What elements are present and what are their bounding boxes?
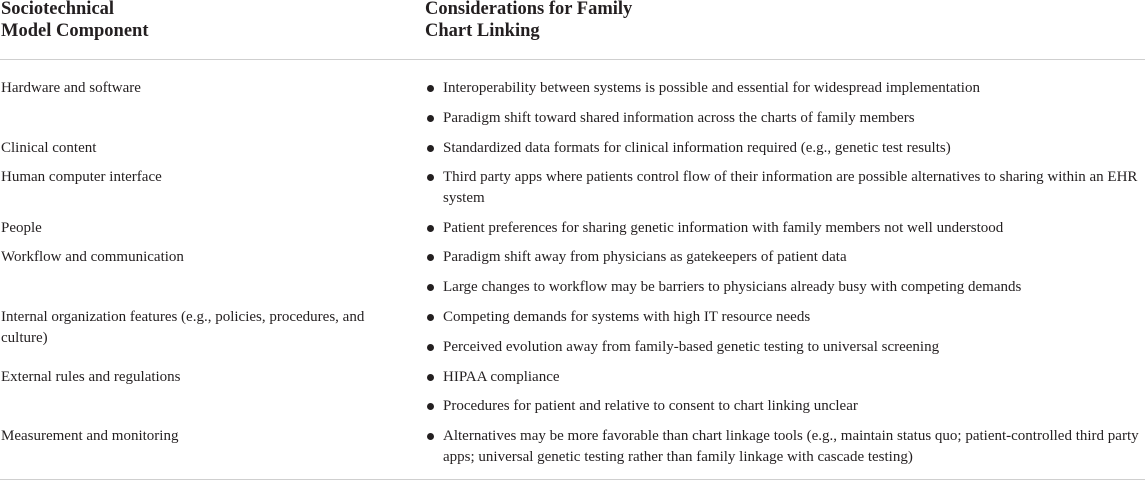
bullet-item: [424, 367, 1145, 397]
bullet-text: Paradigm shift away from physicians as gatekeepers of patient data: [443, 249, 847, 266]
header-considerations-line-1: Considerations for Family: [425, 0, 633, 19]
bullet-text: Large changes to workflow may be barriers to physicians already busy with competing demands: [443, 279, 1022, 296]
bullet-dot-icon: [427, 433, 434, 440]
bullet-dot-icon: [427, 85, 434, 92]
considerations-cell: [0, 218, 1145, 248]
bullet-dot-icon: [427, 374, 434, 381]
component-label: Workflow and communication: [1, 249, 184, 266]
bullet-item: [424, 108, 1145, 138]
bullet-dot-icon: [427, 174, 434, 181]
table-row: [0, 167, 1145, 217]
bullet-dot-icon: [427, 115, 434, 122]
table-row: [0, 426, 1145, 476]
component-label: Internal organization features (e.g., policies, procedures, and culture): [1, 309, 365, 346]
header-considerations-line-2: Chart Linking: [425, 21, 540, 41]
bullet-dot-icon: [427, 344, 434, 351]
bullet-dot-icon: [427, 145, 434, 152]
header-component-line-1: Sociotechnical: [1, 0, 115, 19]
bullet-dot-icon: [427, 403, 434, 410]
header-component-line-2: Model Component: [1, 21, 149, 41]
bullet-item: [424, 78, 1145, 108]
component-label: External rules and regulations: [1, 368, 181, 385]
bullet-item: [424, 396, 1145, 426]
bullet-text: HIPAA compliance: [443, 368, 560, 385]
bullet-text: Procedures for patient and relative to consent to chart linking unclear: [443, 398, 858, 415]
table-row: [0, 218, 1145, 248]
bullet-item: [424, 337, 1145, 367]
bullet-dot-icon: [427, 225, 434, 232]
considerations-cell: [0, 138, 1145, 168]
bullet-text: Alternatives may be more favorable than chart linkage tools (e.g., maintain status quo; patient-controlled third party apps; universal genetic testing rather than family linkage with cascade testing): [443, 428, 1139, 465]
table-body: [0, 78, 1145, 477]
considerations-cell: [0, 367, 1145, 427]
component-label: People: [1, 219, 42, 236]
bullet-text: Paradigm shift toward shared information across the charts of family members: [443, 109, 915, 126]
header-divider: [0, 59, 1145, 60]
table-row: [0, 247, 1145, 307]
bullet-item: [424, 307, 1145, 337]
bullet-item: [424, 218, 1145, 248]
bullet-text: Interoperability between systems is possible and essential for widespread implementation: [443, 80, 980, 96]
bullet-dot-icon: [427, 314, 434, 321]
table-row: [0, 138, 1145, 168]
bullet-dot-icon: [427, 254, 434, 261]
bullet-text: Competing demands for systems with high IT resource needs: [443, 309, 811, 326]
component-label: Human computer interface: [1, 169, 162, 186]
component-label: Measurement and monitoring: [1, 428, 179, 445]
bullet-text: Perceived evolution away from family-based genetic testing to universal screening: [443, 338, 940, 355]
bullet-text: Patient preferences for sharing genetic information with family members not well understood: [443, 219, 1004, 236]
component-label: Clinical content: [1, 139, 97, 156]
considerations-cell: [0, 78, 1145, 138]
table-row: [0, 367, 1145, 427]
table-row: [0, 307, 1145, 367]
component-label: Hardware and software: [1, 80, 141, 96]
bullet-item: [424, 247, 1145, 277]
bullet-text: Standardized data formats for clinical information required (e.g., genetic test results): [443, 139, 951, 156]
considerations-cell: [0, 247, 1145, 307]
bullet-text: Third party apps where patients control flow of their information are possible alternatives to sharing within an EHR system: [443, 169, 1138, 206]
considerations-cell: [0, 426, 1145, 476]
considerations-cell: [0, 307, 1145, 367]
header-considerations: [425, 0, 632, 42]
bullet-item: [424, 426, 1145, 476]
bullet-dot-icon: [427, 284, 434, 291]
bullet-item: [424, 167, 1145, 217]
bullet-item: [424, 277, 1145, 307]
header-component: [1, 0, 149, 42]
table-row: [0, 78, 1145, 138]
bullet-item: [424, 138, 1145, 168]
considerations-cell: [0, 167, 1145, 217]
table-bottom-rule: [0, 479, 1145, 480]
